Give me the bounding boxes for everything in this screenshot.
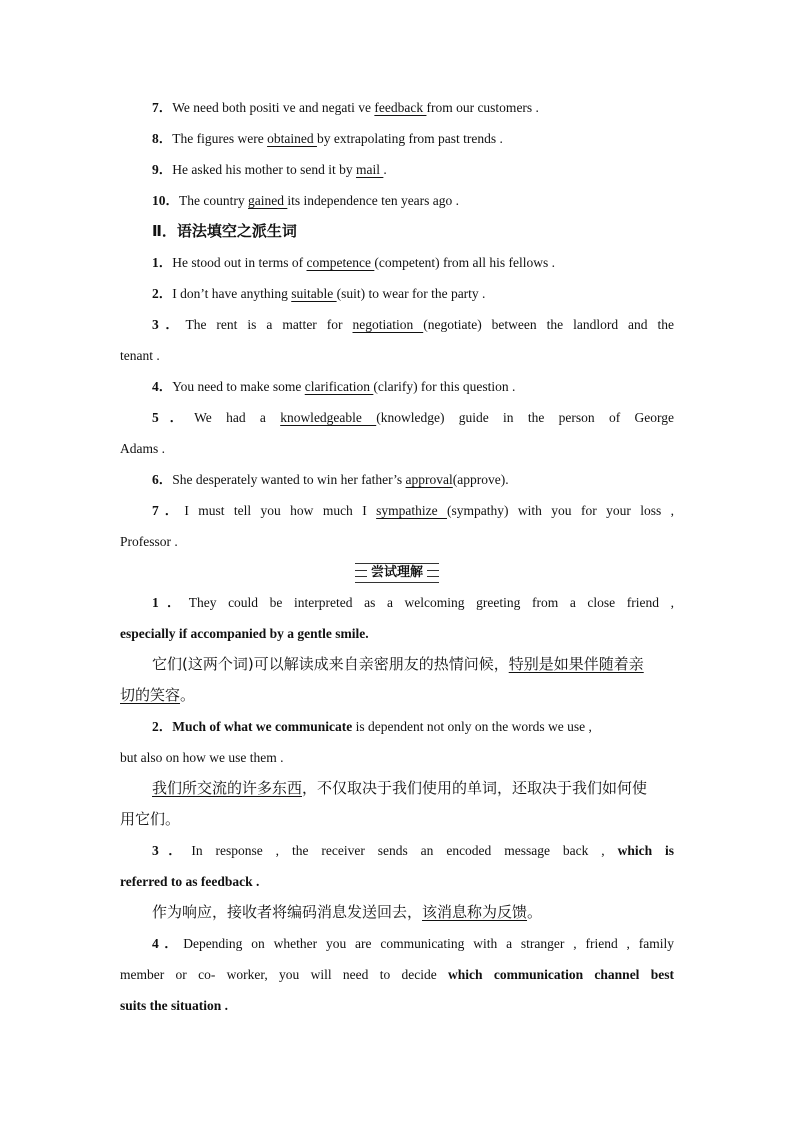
answer-blank: suitable <box>291 286 337 301</box>
vocab-item-9: 9．He asked his mother to send it by mail . <box>152 162 387 177</box>
section-banner: 尝试理解 <box>355 563 439 583</box>
understanding-2-line2: but also on how we use them . <box>120 750 284 765</box>
grammar-item-2: 2．I don’t have anything suitable (suit) to wear for the party . <box>152 286 486 301</box>
grammar-item-7: 7．I must tell you how much I sympathize (sympathy) with you for your loss , <box>152 503 675 518</box>
understanding-3-translation: 作为响应，接收者将编码消息发送回去，该消息称为反馈。 <box>152 903 543 921</box>
answer-blank: approval <box>405 472 453 487</box>
vocab-item-7: 7．We need both positi ve and negati ve feedback from our customers . <box>152 100 539 115</box>
section-heading: Ⅱ．语法填空之派生词 <box>152 222 297 240</box>
grammar-item-5: 5．We had a knowledgeable (knowledge) guide in the person of George <box>152 410 675 425</box>
understanding-2-line1: 2．Much of what we communicate is dependent not only on the words we use , <box>152 719 592 734</box>
grammar-item-6: 6．She desperately wanted to win her father’s approval(approve). <box>152 472 509 487</box>
document-page <box>120 92 674 1021</box>
answer-blank: mail <box>355 162 384 177</box>
grammar-item-7-cont: Professor . <box>120 534 178 549</box>
grammar-item-3: 3．The rent is a matter for negotiation (negotiate) between the landlord and the <box>152 317 674 332</box>
understanding-3-line1: 3．In response , the receiver sends an encoded message back , which is <box>152 843 675 858</box>
grammar-item-3-cont: tenant . <box>120 348 160 363</box>
understanding-1-line2: especially if accompanied by a gentle smile. <box>120 626 369 641</box>
vocab-item-8: 8．The figures were obtained by extrapolating from past trends . <box>152 131 503 146</box>
understanding-2-translation: 我们所交流的许多东西，不仅取决于我们使用的单词，还取决于我们如何使 <box>152 779 648 797</box>
answer-blank: sympathize <box>376 503 447 518</box>
section-banner-row <box>120 557 674 587</box>
grammar-item-1: 1．He stood out in terms of competence (competent) from all his fellows . <box>152 255 556 270</box>
answer-blank: competence <box>306 255 375 270</box>
understanding-1-translation: 它们(这两个词)可以解读成来自亲密朋友的热情问候，特别是如果伴随着亲 <box>152 655 644 673</box>
answer-blank: gained <box>247 193 288 208</box>
answer-blank: negotiation <box>352 317 424 332</box>
grammar-item-5-cont: Adams . <box>120 441 165 456</box>
understanding-3-line2: referred to as feedback . <box>120 874 260 889</box>
understanding-1-line1: 1．They could be interpreted as a welcoming greeting from a close friend , <box>152 595 674 610</box>
answer-blank: knowledgeable <box>280 410 377 425</box>
understanding-4-line2: member or co- worker, you will need to decide which communication channel best <box>120 967 674 982</box>
grammar-item-4: 4．You need to make some clarification (clarify) for this question . <box>152 379 516 394</box>
understanding-4-line1: 4．Depending on whether you are communicating with a stranger , friend , family <box>152 936 674 951</box>
answer-blank: feedback <box>374 100 427 115</box>
vocab-item-10: 10．The country gained its independence ten years ago . <box>152 193 460 208</box>
understanding-1-translation-cont: 切的笑容。 <box>120 686 196 704</box>
answer-blank: obtained <box>267 131 317 146</box>
answer-blank: clarification <box>304 379 374 394</box>
understanding-4-line3: suits the situation . <box>120 998 229 1013</box>
understanding-2-translation-cont: 用它们。 <box>120 810 181 828</box>
